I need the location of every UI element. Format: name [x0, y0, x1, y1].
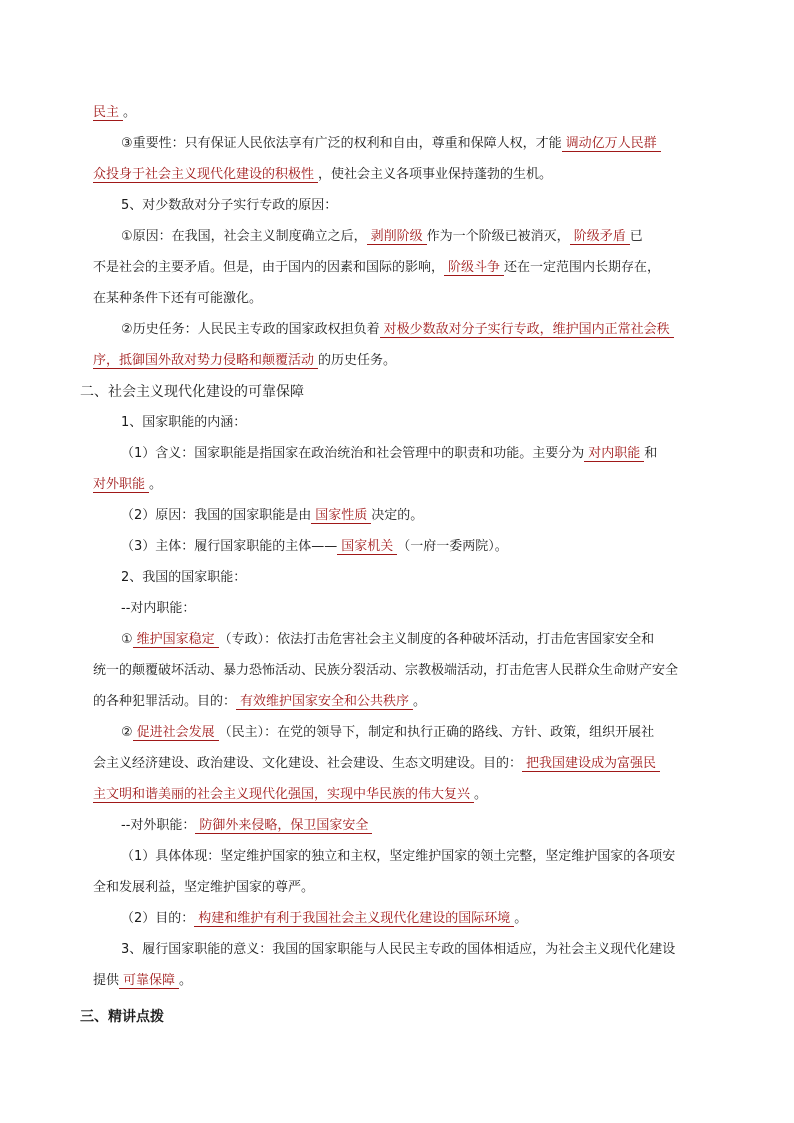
answer-blank: 防御外来侵略，保卫国家安全 — [195, 818, 372, 834]
paragraph-line — [121, 537, 761, 557]
text: 。 — [413, 694, 427, 709]
text: ②历史任务：人民民主专政的国家政权担负着 — [121, 322, 380, 337]
paragraph-line — [121, 227, 761, 247]
answer-blank: 促进社会发展 — [133, 725, 219, 741]
text: 提供 — [93, 973, 120, 988]
paragraph-line — [121, 599, 761, 619]
answer-blank: 主文明和谐美丽的社会主义现代化强国，实现中华民族的伟大复兴 — [93, 787, 474, 803]
paragraph-line — [93, 475, 733, 495]
text: 1、国家职能的内涵： — [121, 415, 247, 430]
text: 。 — [474, 787, 488, 802]
paragraph-line — [121, 568, 761, 588]
paragraph-line — [121, 816, 761, 836]
text: 已 — [629, 229, 643, 244]
text: ，使社会主义各项事业保持蓬勃的生机。 — [318, 167, 553, 182]
text: ③重要性：只有保证人民依法享有广泛的权利和自由，尊重和保障人权，才能 — [121, 136, 562, 151]
text: 。 — [123, 105, 137, 120]
text: （一府一委两院）。 — [397, 539, 508, 554]
answer-blank: 国家性质 — [311, 508, 371, 524]
paragraph-line — [93, 661, 733, 681]
answer-blank: 序，抵御国外敌对势力侵略和颠覆活动 — [93, 353, 318, 369]
paragraph-line — [121, 723, 761, 743]
paragraph-line — [93, 258, 733, 278]
text: 2、我国的国家职能： — [121, 570, 247, 585]
answer-blank: 阶级斗争 — [444, 260, 504, 276]
text: 5、对少数敌对分子实行专政的原因： — [121, 198, 338, 213]
paragraph-line — [121, 320, 761, 340]
text: （2）目的： — [121, 911, 195, 926]
answer-blank: 剥削阶级 — [367, 229, 427, 245]
paragraph-line — [121, 506, 761, 526]
text: （民主）：在党的领导下，制定和执行正确的路线、方针、政策，组织开展社 — [218, 725, 655, 740]
paragraph-line — [121, 847, 761, 867]
paragraph-line — [121, 909, 761, 929]
text: ② — [121, 725, 133, 740]
text: 。 — [514, 911, 528, 926]
text: 统一的颠覆破坏活动、暴力恐怖活动、民族分裂活动、宗教极端活动，打击危害人民群众生命财产安全 — [93, 663, 679, 678]
answer-blank: 有效维护国家安全和公共秩序 — [236, 694, 413, 710]
text: （3）主体：履行国家职能的主体—— — [121, 539, 338, 554]
answer-blank: 可靠保障 — [119, 973, 179, 989]
text: --对外职能： — [121, 818, 196, 833]
text: 作为一个阶级已被消灭， — [426, 229, 570, 244]
answer-blank: 对内职能 — [584, 446, 644, 462]
paragraph-line — [93, 754, 733, 774]
text: 和 — [644, 446, 658, 461]
text: 。 — [179, 973, 193, 988]
section-heading — [80, 382, 720, 402]
answer-blank: 把我国建设成为富强民 — [522, 756, 660, 772]
text: （2）原因：我国的国家职能是由 — [121, 508, 312, 523]
paragraph-line — [93, 785, 733, 805]
text: 全和发展利益，坚定维护国家的尊严。 — [93, 880, 315, 895]
text: 的各种犯罪活动。目的： — [93, 694, 237, 709]
text: 还在一定范围内长期存在， — [504, 260, 661, 275]
answer-blank: 国家机关 — [337, 539, 397, 555]
paragraph-line — [121, 134, 761, 154]
paragraph-line — [93, 878, 733, 898]
paragraph-line — [93, 971, 733, 991]
paragraph-line — [121, 196, 761, 216]
answer-blank: 对极少数敌对分子实行专政，维护国内正常社会秩 — [380, 322, 674, 338]
text: （1）含义：国家职能是指国家在政治统治和社会管理中的职责和功能。主要分为 — [121, 446, 585, 461]
paragraph-line — [93, 692, 733, 712]
text: 决定的。 — [371, 508, 424, 523]
text: 3、履行国家职能的意义：我国的国家职能与人民民主专政的国体相适应，为社会主义现代化建设 — [121, 942, 676, 957]
text: ① — [121, 632, 133, 647]
text: （1）具体体现：坚定维护国家的独立和主权，坚定维护国家的领土完整，坚定维护国家的各项安 — [121, 849, 676, 864]
text: 不是社会的主要矛盾。但是，由于国内的因素和国际的影响， — [93, 260, 445, 275]
paragraph-line — [93, 103, 733, 123]
paragraph-line — [93, 289, 733, 309]
text: 在某种条件下还有可能激化。 — [93, 291, 263, 306]
answer-blank: 维护国家稳定 — [133, 632, 219, 648]
answer-blank: 民主 — [93, 105, 123, 121]
text: 的历史任务。 — [318, 353, 397, 368]
answer-blank: 阶级矛盾 — [570, 229, 630, 245]
section-heading — [80, 1007, 720, 1027]
paragraph-line — [121, 630, 761, 650]
paragraph-line — [121, 940, 761, 960]
paragraph-line — [121, 413, 761, 433]
text: 。 — [149, 477, 163, 492]
paragraph-line — [93, 351, 733, 371]
answer-blank: 调动亿万人民群 — [562, 136, 661, 152]
answer-blank: 构建和维护有利于我国社会主义现代化建设的国际环境 — [194, 911, 514, 927]
text: ①原因：在我国，社会主义制度确立之后， — [121, 229, 367, 244]
heading-text: 二、社会主义现代化建设的可靠保障 — [80, 384, 304, 400]
text: （专政）：依法打击危害社会主义制度的各种破坏活动，打击危害国家安全和 — [218, 632, 655, 647]
text: 会主义经济建设、政治建设、文化建设、社会建设、生态文明建设。目的： — [93, 756, 523, 771]
paragraph-line — [93, 165, 733, 185]
answer-blank: 对外职能 — [93, 477, 149, 493]
text: --对内职能： — [121, 601, 196, 616]
answer-blank: 众投身于社会主义现代化建设的积极性 — [93, 167, 318, 183]
paragraph-line — [121, 444, 761, 464]
heading-text: 三、精讲点拨 — [80, 1009, 164, 1025]
